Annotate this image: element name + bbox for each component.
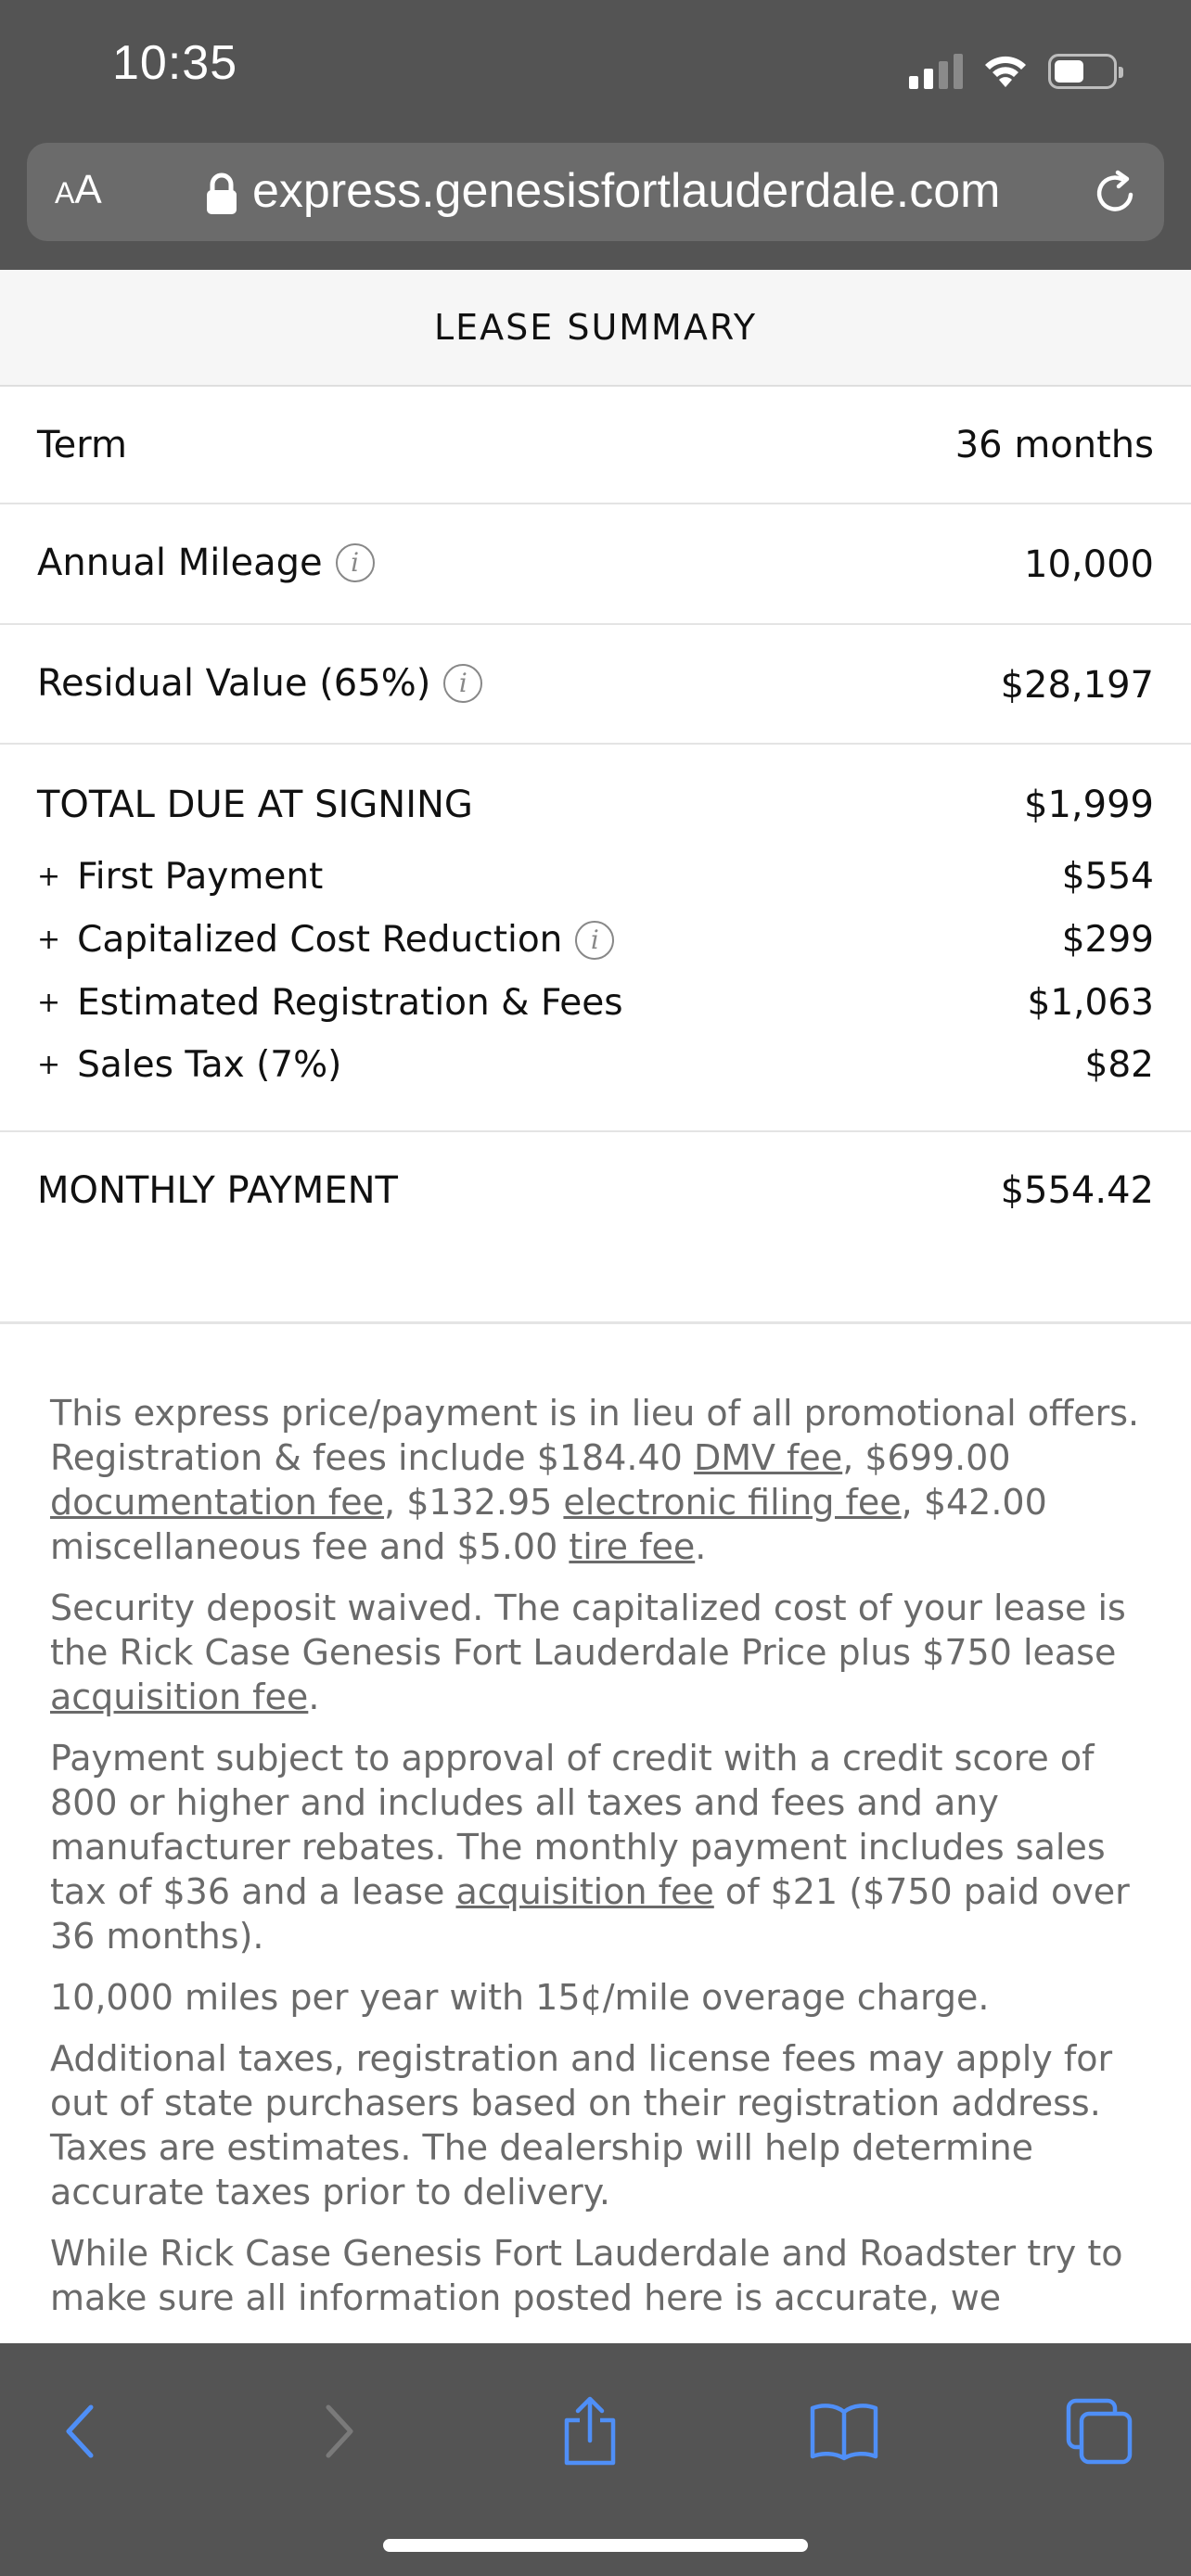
disclaimer [50, 1391, 1154, 2337]
breakdown-item [0, 982, 1191, 1045]
disclaimer-paragraph: Additional taxes, registration and license fees may apply for out of state purchasers based on their registration address. Taxes are estimates. The dealership will help determine accurate taxes prior to delivery. [50, 2038, 1113, 2213]
browser-top-chrome [0, 0, 1191, 270]
tire-fee-link[interactable]: tire fee [569, 1526, 696, 1567]
acquisition-fee-link[interactable]: acquisition fee [455, 1871, 714, 1912]
back-icon [58, 2402, 104, 2461]
residual-value-value: $28,197 [1000, 664, 1154, 707]
wifi-icon [981, 52, 1030, 89]
monthly-payment-value: $554.42 [1000, 1169, 1154, 1212]
documentation-fee-link[interactable]: documentation fee [50, 1482, 385, 1523]
term-value: 36 months [954, 424, 1154, 466]
bookmarks-button[interactable] [802, 2390, 886, 2473]
plus-sign: + [37, 987, 61, 1019]
term-label: Term [37, 424, 127, 466]
disclaimer-paragraph: Payment subject to approval of credit with a credit score of 800 or higher and includes all taxes and fees and any manufacturer rebates. The monthly payment includes sales tax of $36 and a lease acquisition fee of $21 ($750 paid over 36 months). [50, 1738, 1130, 1957]
total-due-section [0, 745, 1191, 1132]
breakdown-value: $554 [1061, 856, 1154, 898]
breakdown-value: $82 [1084, 1044, 1154, 1086]
dmv-fee-link[interactable]: DMV fee [693, 1437, 843, 1478]
cellular-signal-icon [909, 52, 963, 89]
reload-icon[interactable] [1090, 167, 1142, 219]
acquisition-fee-link[interactable]: acquisition fee [50, 1677, 309, 1717]
forward-button[interactable] [297, 2390, 380, 2473]
total-due-value: $1,999 [1024, 784, 1154, 826]
battery-icon [1048, 54, 1117, 89]
status-icons [909, 45, 1117, 89]
disclaimer-paragraph: 10,000 miles per year with 15¢/mile overage charge. [50, 1977, 990, 2018]
tabs-icon [1065, 2397, 1133, 2466]
forward-icon [315, 2402, 362, 2461]
reader-text-size-button[interactable]: AA [55, 167, 102, 212]
status-time: 10:35 [112, 36, 238, 90]
share-icon [559, 2394, 621, 2468]
annual-mileage-label: Annual Mileage i [37, 542, 375, 584]
residual-value-label: Residual Value (65%) i [37, 662, 482, 705]
home-indicator[interactable] [383, 2539, 808, 2552]
breakdown-item [0, 919, 1191, 982]
lock-icon [201, 172, 242, 215]
breakdown-item [0, 856, 1191, 919]
monthly-payment-row [0, 1132, 1191, 1324]
breakdown-label: First Payment [77, 856, 324, 898]
breakdown-label: Capitalized Cost Reduction [77, 919, 563, 961]
residual-value-row [0, 625, 1191, 745]
back-button[interactable] [39, 2390, 122, 2473]
breakdown-value: $299 [1061, 919, 1154, 961]
total-due-label: TOTAL DUE AT SIGNING [37, 784, 473, 826]
annual-mileage-value: 10,000 [1024, 543, 1154, 586]
term-row [0, 387, 1191, 504]
tabs-button[interactable] [1057, 2390, 1141, 2473]
bookmarks-icon [809, 2401, 879, 2462]
disclaimer-paragraph: This express price/payment is in lieu of all promotional offers. Registration & fees include $184.40 DMV fee, $699.00 documentation fee, $132.95 electronic filing fee, $42.00 miscellaneous fee and $5.00 tire fee. [50, 1393, 1140, 1567]
plus-sign: + [37, 1049, 61, 1081]
url-text[interactable]: express.genesisfortlauderdale.com [252, 164, 1001, 218]
electronic-filing-fee-link[interactable]: electronic filing fee [563, 1482, 902, 1523]
plus-sign: + [37, 861, 61, 893]
lease-summary-header: LEASE SUMMARY [0, 270, 1191, 387]
breakdown-value: $1,063 [1027, 982, 1154, 1024]
disclaimer-paragraph: While Rick Case Genesis Fort Lauderdale and Roadster try to make sure all information posted here is accurate, we [50, 2233, 1123, 2318]
breakdown-label: Estimated Registration & Fees [77, 982, 623, 1024]
info-icon[interactable]: i [443, 664, 482, 703]
info-icon[interactable]: i [336, 543, 375, 582]
breakdown-item [0, 1044, 1191, 1107]
annual-mileage-row [0, 504, 1191, 625]
info-icon[interactable]: i [575, 921, 614, 960]
address-bar[interactable] [27, 143, 1164, 241]
monthly-payment-label: MONTHLY PAYMENT [37, 1169, 398, 1212]
share-button[interactable] [548, 2390, 632, 2473]
disclaimer-paragraph: Security deposit waived. The capitalized cost of your lease is the Rick Case Genesis Fort Lauderdale Price plus $750 lease acquisition fee. [50, 1588, 1126, 1717]
breakdown-label: Sales Tax (7%) [77, 1044, 342, 1086]
plus-sign: + [37, 924, 61, 956]
